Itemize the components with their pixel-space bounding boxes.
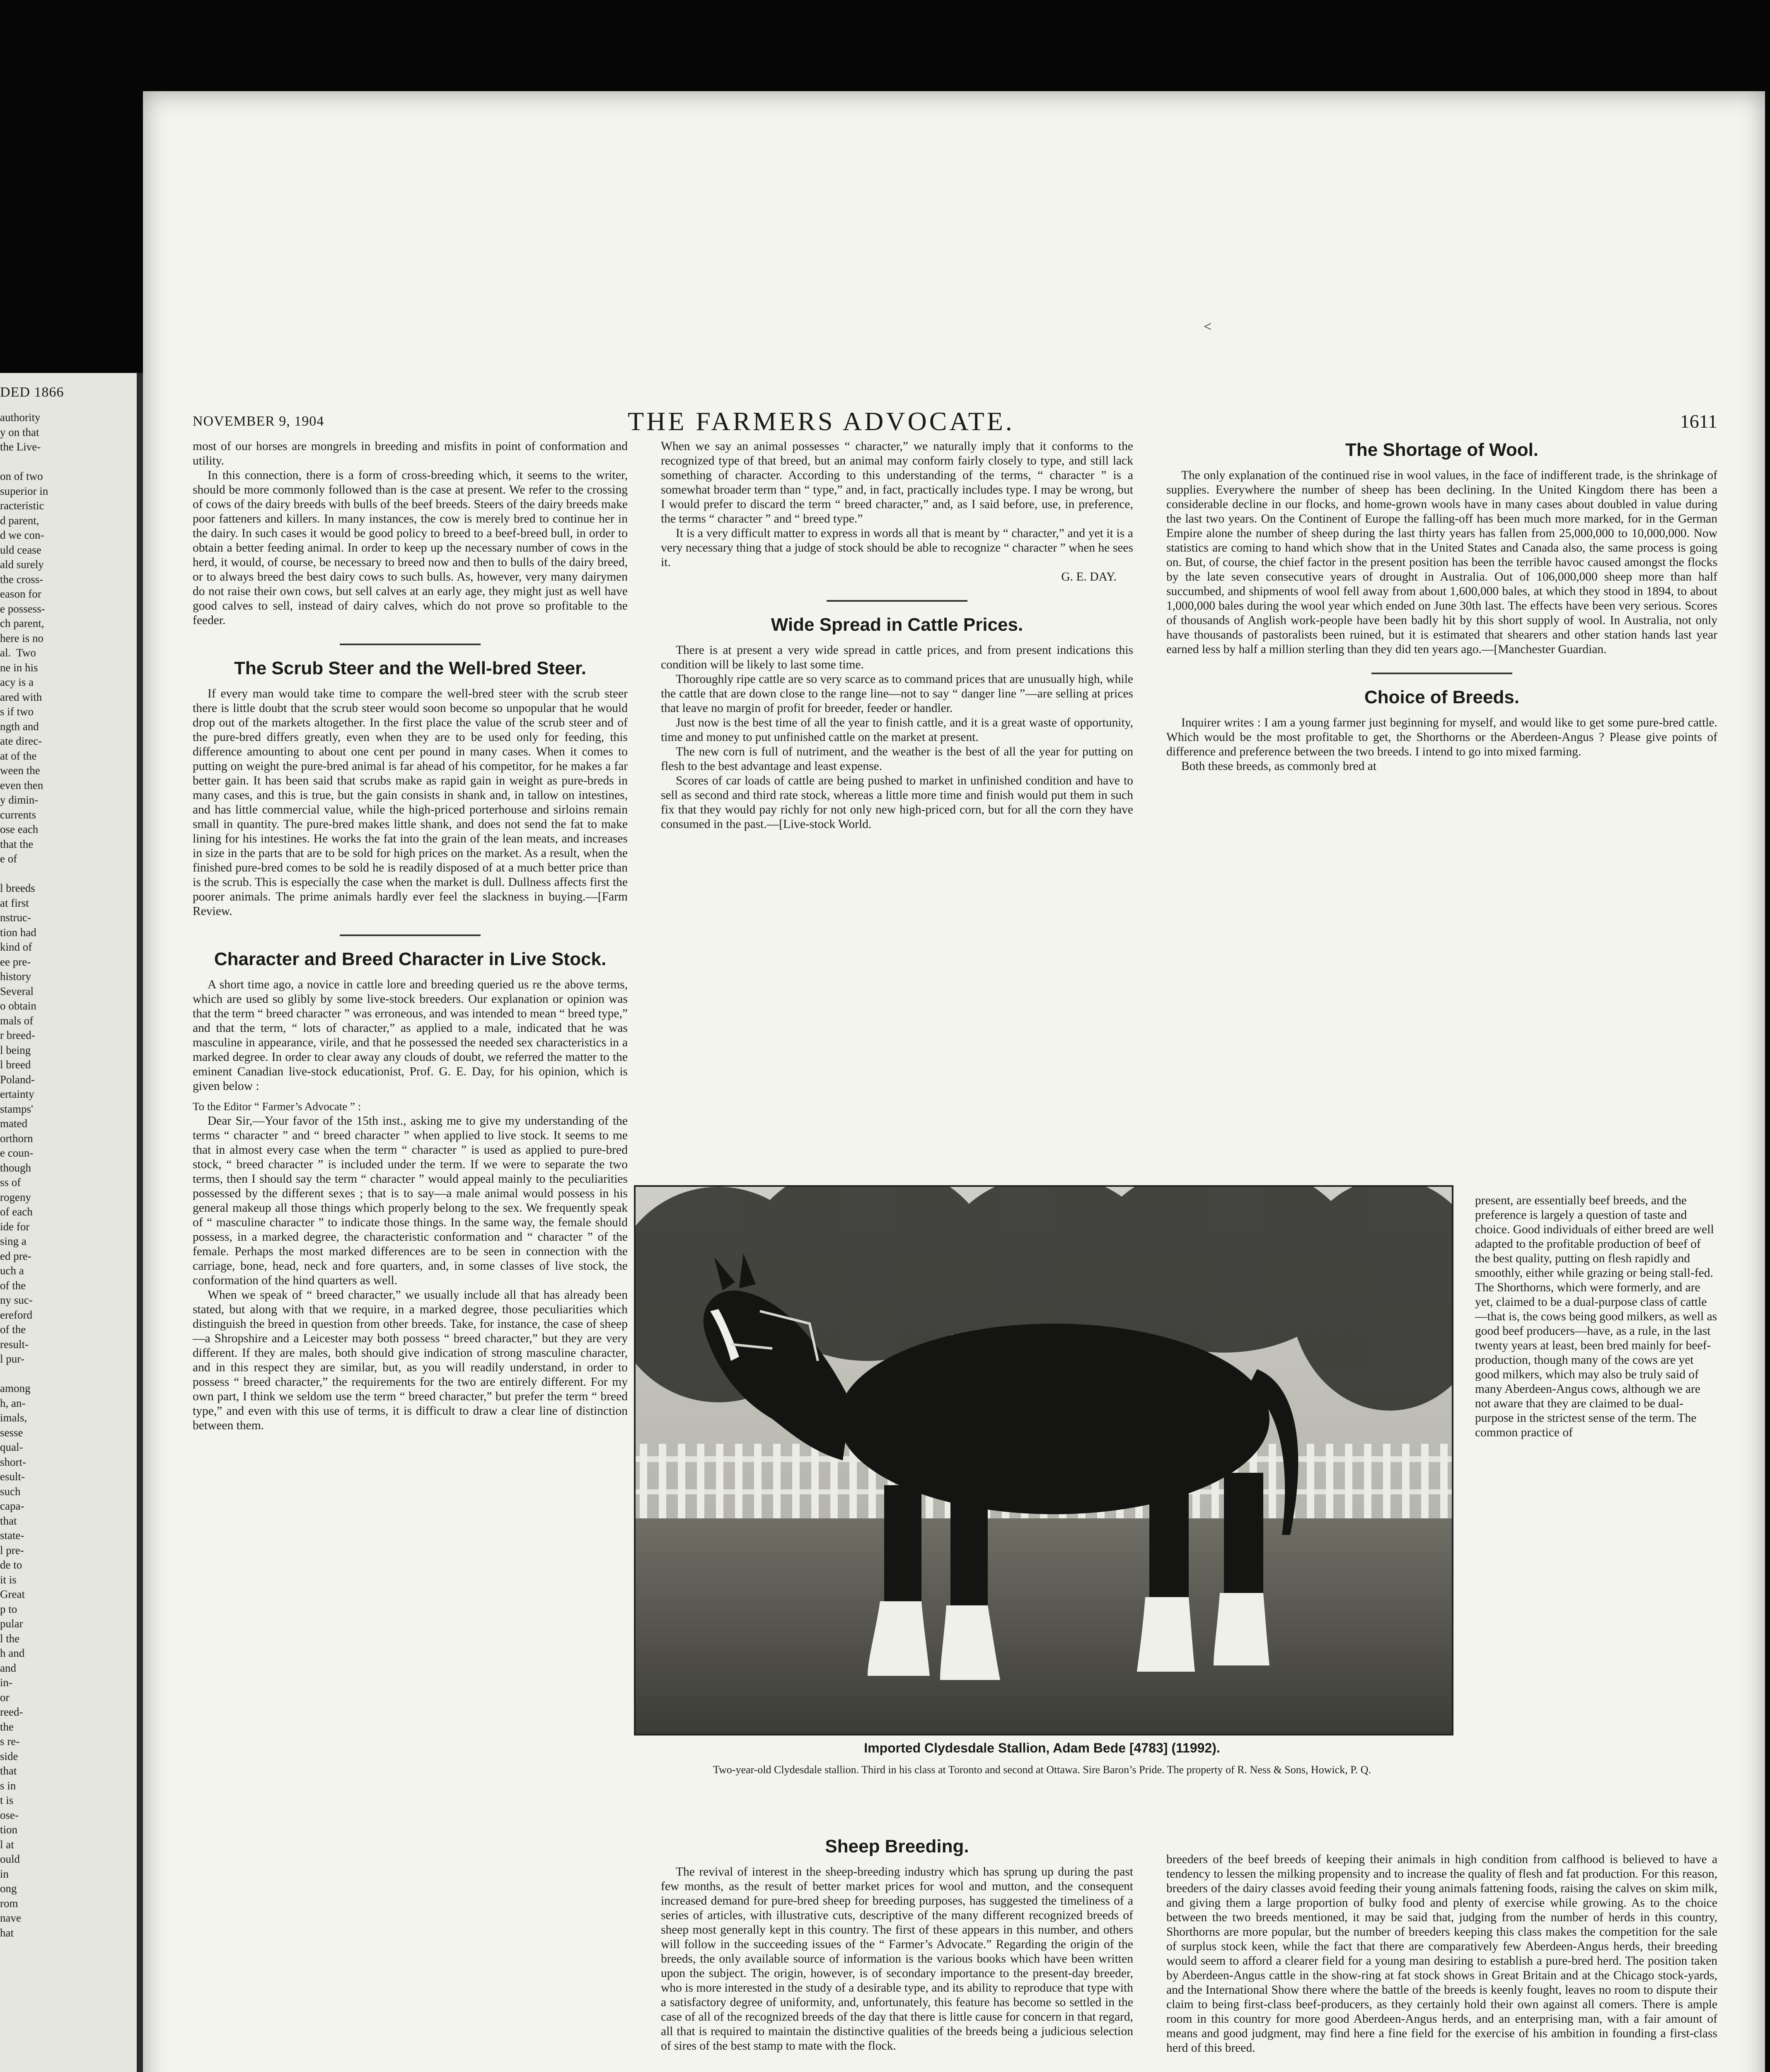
paragraph: When we say an animal possesses “ character,” we naturally imply that it conforms to the recognized type of that breed, but an animal may conform fairly closely to type, and still lack something of character. According to this understanding of the terms, “ character ” is a somewhat broader term than “ type,” and, in fact, practically includes type. I may be wrong, but I would prefer to discard the term “ breed character,” and, as I said before, use, in preference, the terms “ character ” and “ breed type.” bbox=[661, 440, 1133, 525]
fence-picket bbox=[754, 1444, 762, 1523]
paragraph: Inquirer writes : I am a young farmer just beginning for myself, and would like to get some pure-bred cattle. Which would be the most profitable to get, the Shorthorns or the Aberdeen-Angus ? Please give points of difference and preference between the two breeds. I intend to go into mixed farming. bbox=[1166, 716, 1717, 758]
fence-picket bbox=[1345, 1444, 1352, 1523]
fence-picket bbox=[1326, 1444, 1333, 1523]
paragraph: breeders of the beef breeds of keeping their animals in high condition from calfhood is believed to have a tendency to lessen the milking propensity and to increase the quality of flesh and fat production. For this reason, breeders of the dairy classes avoid feeding their young animals fattening foods, raising the calves on skim milk, and giving them a large proportion of bulky food and plenty of exercise while growing. As to the choice between the two breeds mentioned, it may be said that, judging from the number of herds in this country, Shorthorns are more popular, but the number of breeders keeping this class makes the competition for the sale of surplus stock keen, while the fact that there are comparatively few Aberdeen-Angus herds, their breeding would seem to afford a clearer field for a young man desiring to establish a pure-bred herd. The position taken by Aberdeen-Angus cattle in the show-ring at fat stock shows in Great Britain and at the Chicago stock-yards, and the International Show there where the battle of the breeds is keenly fought, leaves no room to dispute their claim to being first-class beef-producers, as they certainly hold their own against all comers. There is ample room in this country for more good Aberdeen-Angus herds, and an enterprising man, with a fair amount of means and good judgment, may find here a fine field for the exercise of his ambition in founding a first-class herd of this breed. bbox=[1166, 1853, 1717, 2055]
column-3-continued bbox=[1166, 1852, 1717, 2055]
headline-sheep-breeding: Sheep Breeding. bbox=[825, 1836, 969, 1857]
paragraph: If every man would take time to compare the well-bred steer with the scrub steer there is little doubt that the scrub steer would soon become so unpopular that he would drop out of the markets altogether. In the first place the value of the scrub steer and of the pure-bred differs greatly, even when they are to be used only for feeding, this difference amounting to about one cent per pound in many cases. When it comes to putting on weight the pure-bred animal is far ahead of his competitor, for he makes a far better gain. It has been said that scrubs make as rapid gain in weight as pure-breds in many cases, and this is true, but the gain consists in shank and, in tallow on intestines, and has little commercial value, while the high-priced porterhouse and sirloins remain small in quantity. The pure-bred makes little shank, and does not send the fat to make lining for his intestines. He works the fat into the grain of the lean meats, and increases in size in the parts that are to be sold for high prices on the market. As a result, when the finished pure-bred comes to be sold he is readily disposed of at a much better price than is the scrub. This is especially the case when the market is dull. Dullness affects first the poorer animals. The prime animals hardly ever feel the slackness in buying.—[Farm Review. bbox=[193, 687, 628, 918]
fence-picket bbox=[735, 1444, 742, 1523]
section-divider bbox=[340, 934, 481, 936]
stray-mark: < bbox=[1204, 319, 1212, 334]
column-3 bbox=[1166, 439, 1717, 774]
section-divider bbox=[1371, 673, 1512, 674]
fence-picket bbox=[1402, 1444, 1410, 1523]
headline-shortage-of-wool: The Shortage of Wool. bbox=[1345, 440, 1539, 460]
paragraph: Scores of car loads of cattle are being pushed to market in unfinished condition and have to sell as second and third rate stock, whereas a little more time and finish would put them in such fix that they would pay richly for not only new high-priced corn, but for all the corn they have consumed in the past.—[Live-stock World. bbox=[661, 774, 1133, 831]
fence-picket bbox=[1307, 1444, 1314, 1523]
paragraph: In this connection, there is a form of cross-breeding which, it seems to the writer, should be more commonly followed than is the case at present. We refer to the crossing of cows of the dairy breeds with bulls of the beef breeds. Steers of the dairy breeds make poor fatteners and killers. In many instances, the cow is merely bred to continue her in the dairy. In such cases it would be good policy to breed to a beef-breed bull, in order to obtain a better feeding animal. In order to keep up the necessary number of cows in the herd, it would, of course, be necessary to breed now and then to bulls of the dairy breed, or to always breed the best dairy cows to such bulls. As, however, very many dairymen do not raise their own cows, but sell calves at an early age, they might just as well have good calves to sell, instead of dairy calves, which do not prove so profitable to the feeder. bbox=[193, 469, 628, 627]
newspaper-page bbox=[143, 91, 1765, 2072]
photo-caption: Imported Clydesdale Stallion, Adam Bede [4783] (11992). bbox=[864, 1740, 1220, 1755]
fence-picket bbox=[1383, 1444, 1390, 1523]
clydesdale-horse-image bbox=[636, 1187, 1452, 1734]
paragraph: Thoroughly ripe cattle are so very scarce as to command prices that are unusually high, while the cattle that are down close to the range line—not to say “ danger line ”—are selling at prices that leave no margin of profit for breeder, feeder or handler. bbox=[661, 673, 1133, 715]
signature: G. E. DAY. bbox=[1061, 570, 1117, 583]
page-number: 1611 bbox=[1680, 411, 1717, 432]
fence-picket bbox=[1421, 1444, 1429, 1523]
headline-choice-of-breeds: Choice of Breeds. bbox=[1364, 687, 1520, 707]
fence-picket bbox=[1440, 1444, 1448, 1523]
issue-date: NOVEMBER 9, 1904 bbox=[193, 414, 324, 429]
column-2 bbox=[661, 439, 1133, 832]
paragraph: The new corn is full of nutriment, and the weather is the best of all the year for putting on flesh to the best advantage and least expense. bbox=[661, 745, 1133, 773]
column-1 bbox=[193, 439, 628, 1433]
masthead bbox=[193, 406, 1717, 435]
paragraph: Both these breeds, as commonly bred at bbox=[1181, 760, 1377, 773]
horse-photograph bbox=[634, 1185, 1453, 1736]
section-divider bbox=[827, 600, 967, 602]
paragraph: Dear Sir,—Your favor of the 15th inst., asking me to give my understanding of the terms “ character ” and “ breed character ” when applied to live stock. It seems to me that in almost every case when the term “ character ” is used as applied to pure-bred stock, “ breed character ” is included under the term. If we were to separate the two terms, then I should say the term “ character ” would appeal mainly to the peculiarities possessed by the different sexes ; that is to say—a male animal would possess in his general makeup all those things which properly belong to the sex. We frequently speak of “ masculine character ” to indicate those things. In the same way, the female should possess, in a marked degree, the characteristic conformation and “ character ” of the female. Perhaps the most marked differences are to be seen in connection with the carriage, bone, head, neck and fore quarters, and, in some classes of live stock, the conformation of the hind quarters as well. bbox=[193, 1114, 628, 1287]
editor-salutation: To the Editor “ Farmer’s Advocate ” : bbox=[193, 1100, 361, 1113]
paragraph: There is at present a very wide spread in cattle prices, and from present indications this condition will be likely to last some time. bbox=[661, 644, 1133, 671]
headline-cattle-prices: Wide Spread in Cattle Prices. bbox=[771, 615, 1023, 635]
sheep-breeding-article bbox=[661, 1836, 1133, 2053]
paragraph: When we speak of “ breed character,” we usually include all that has already been stated, but along with that we require, in a marked degree, those peculiarities which distinguish the breed in question from other breeds. Take, for instance, the case of sheep—a Shropshire and a Leicester may both possess “ breed character,” but they are very different. If they are males, both should give indication of strong masculine character, and in this respect they are similar, but, as you will readily understand, in order to possess “ breed character,” the requirements for the two are entirely different. For my own part, I think we seldom use the term “ breed character,” but prefer the term “ breed type,” and even with this use of terms, it is difficult to draw a clear line of distinction between them. bbox=[193, 1288, 628, 1432]
fence-picket bbox=[792, 1444, 800, 1523]
fence-picket bbox=[697, 1444, 704, 1523]
column-3-narrow bbox=[1475, 1193, 1717, 1440]
fence-picket bbox=[773, 1444, 781, 1523]
paragraph: The revival of interest in the sheep-breeding industry which has sprung up during the past few months, as the result of better market prices for wool and mutton, and the consequent increased demand for pure-bred sheep for breeding purposes, has suggested the timeliness of a series of articles, with illustrative cuts, descriptive of the many different recognized breeds of sheep most generally kept in this country. The first of these appears in this number, and others will follow in the succeeding issues of the “ Farmer’s Advocate.” Regarding the origin of the breeds, the only available source of information is the various books which have been written upon the subject. The origin, however, is of secondary importance to the present-day breeder, who is more interested in the study of a desirable type, and its ability to reproduce that type with a satisfactory degree of uniformity, and, unfortunately, this feature has become so settled in the case of all of the recognized breeds of the day that there is little cause for concern in that regard, all that is required to maintain the distinctive qualities of the breeds being a judicious selection of sires of the best stamp to mate with the flock. bbox=[661, 1865, 1133, 2053]
paragraph: most of our horses are mongrels in breeding and misfits in point of conformation and utility. bbox=[193, 440, 628, 467]
headline-breed-character: Character and Breed Character in Live Stock. bbox=[214, 949, 607, 969]
section-divider bbox=[340, 644, 481, 645]
photo-subcaption: Two-year-old Clydesdale stallion. Third in his class at Toronto and second at Ottawa. Sire Baron’s Pride. The property of R. Ness & Sons, Howick, P. Q. bbox=[713, 1764, 1371, 1776]
publication-title: THE FARMERS ADVOCATE. bbox=[628, 407, 1015, 436]
paragraph: It is a very difficult matter to express in words all that is meant by “ character,” and yet it is a very necessary thing that a judge of stock should be able to recognize “ character ” when he sees it. bbox=[661, 527, 1133, 569]
fence-picket bbox=[716, 1444, 723, 1523]
fence-picket bbox=[678, 1444, 685, 1523]
fence-picket bbox=[811, 1444, 819, 1523]
paragraph: Just now is the best time of all the year to finish cattle, and it is a great waste of opportunity, time and money to put unfinished cattle on the market at present. bbox=[661, 716, 1133, 744]
fence-picket bbox=[659, 1444, 666, 1523]
previous-page-fragment bbox=[0, 373, 144, 2072]
previous-page-header: DED 1866 bbox=[0, 385, 64, 400]
fence-picket bbox=[640, 1444, 647, 1523]
photo-block bbox=[634, 1185, 1450, 1815]
paragraph: The only explanation of the continued rise in wool values, in the face of indifferent trade, is the shrinkage of supplies. Everywhere the number of sheep has been declining. In the United Kingdom there has been a considerable decline in our flocks, and home-grown wools have in many cases about doubled in value during the last two years. On the Continent of Europe the falling-off has been much more marked, for in the German Empire alone the number of sheep during the last thirty years has fallen from 25,000,000 to 10,000,000. Now statistics are coming to hand which show that in the United States and Canada also, the same process is going on. But, of course, the chief factor in the present position has been the terrible havoc caused amongst the flocks by the late seven consecutive years of drought in Australia. Out of 106,000,000 sheep more than half succumbed, and shipments of wool fell away from about 1,600,000 bales, at which they stood in 1894, to about 1,000,000 bales during the wool year which ended on June 30th last. The effects have been very serious. Scores of thousands of Anglish work-people have been badly hit by this short supply of wool. In Australia, not only have thousands of pastoralists been ruined, but it is estimated that shearers and other station hands last year earned less by half a million sterling than they did ten years ago.—[Manchester Guardian. bbox=[1166, 469, 1717, 656]
paragraph: A short time ago, a novice in cattle lore and breeding queried us re the above terms, which are used so glibly by some live-stock breeders. Our explanation or opinion was that the term “ breed character ” was erroneous, and was intended to mean “ breed type,” and that the term, “ lots of character,” as applied to a male, indicated that he was masculine in appearance, virile, and that he possessed the needed sex characteristics in a marked degree. In order to clear away any clouds of doubt, we referred the matter to the eminent Canadian live-stock educationist, Prof. G. E. Day, for his opinion, which is given below : bbox=[193, 978, 628, 1093]
fence-picket bbox=[1364, 1444, 1371, 1523]
paragraph: present, are essentially beef breeds, and the preference is largely a question of taste and choice. Good individuals of either breed are well adapted to the profitable production of beef of the best quality, putting on flesh rapidly and smoothly, either while grazing or being stall-fed. The Shorthorns, which were formerly, and are yet, claimed to be a dual-purpose class of cattle—that is, the cows being good milkers, as well as good beef producers—have, as a rule, in the last twenty years at least, been bred mainly for beef-production, though many of the cows are yet good milkers, which may also be truly said of many Aberdeen-Angus cows, although we are not aware that they are claimed to be dual-purpose in the strictest sense of the term. The common practice of bbox=[1475, 1194, 1717, 1439]
headline-scrub-steer: The Scrub Steer and the Well-bred Steer. bbox=[234, 658, 587, 678]
previous-page-text: authority y on that the Live- on of two superior in racteristic d parent, d we con- uld cease ald surely the cross- eason for e possess- ch parent, here is no al. Two ne in his acy is a ared with s if two ngth and ate direc- at of the ween the even then y dimin- currents ose each that the e of l breeds at first nstruc- tion had kind of ee pre- history Several o obtain mals of r breed- l being l breed Poland- ertainty stamps' mated orthorn e coun- though ss of rogeny of each ide for sing a ed pre- uch a of the ny suc- ereford of the result- l pur- among h, an- imals, sesse qual- short- esult- such capa- that state- l pre- de to it is Great p to pular l the h and and in- or reed- the s re- side that s in t is ose- tion l at ould in ong rom nave hat bbox=[0, 411, 48, 1939]
fence-picket bbox=[1269, 1444, 1276, 1523]
